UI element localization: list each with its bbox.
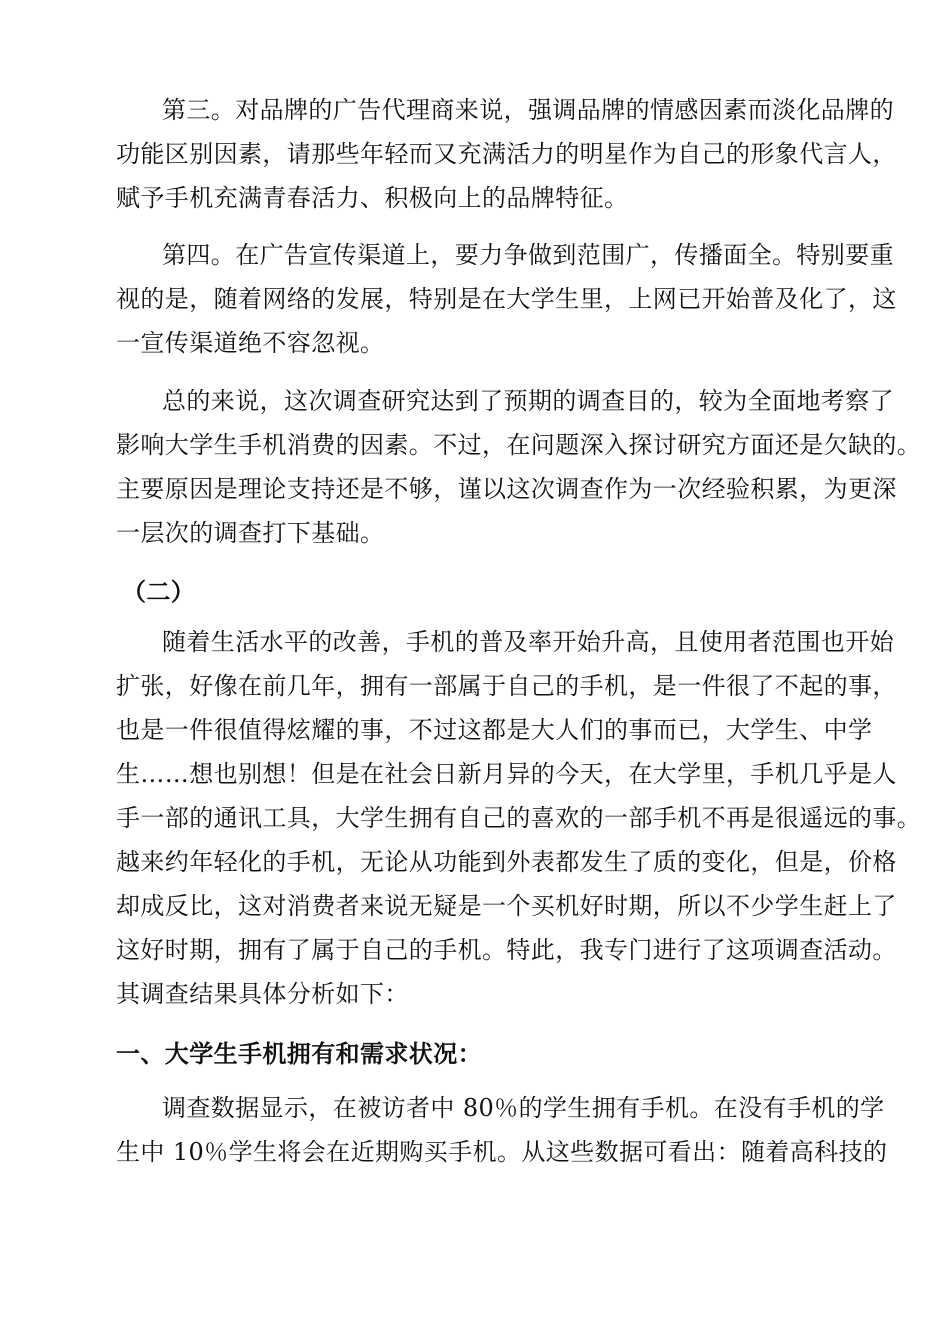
paragraph-intro-line-2: 扩张，好像在前几年，拥有一部属于自己的手机，是一件很了不起的事，: [116, 672, 897, 700]
paragraph-intro-line-5: 手一部的通讯工具，大学生拥有自己的喜欢的一部手机不再是很遥远的事。: [116, 804, 922, 832]
paragraph-intro-line-6: 越来约年轻化的手机，无论从功能到外表都发生了质的变化，但是，价格: [116, 848, 897, 876]
paragraph-intro-line-3: 也是一件很值得炫耀的事，不过这都是大人们的事而已，大学生、中学: [116, 716, 873, 744]
section-two-label: （二）: [122, 577, 196, 606]
paragraph-intro-line-9: 其调查结果具体分析如下：: [116, 980, 409, 1008]
paragraph-data-line-2: 生中 10％学生将会在近期购买手机。从这些数据可看出：随着高科技的: [116, 1138, 888, 1166]
paragraph-intro-line-8: 这好时期，拥有了属于自己的手机。特此，我专门进行了这项调查活动。: [116, 936, 897, 964]
paragraph-intro-line-1: 随着生活水平的改善，手机的普及率开始升高，且使用者范围也开始: [162, 628, 894, 656]
paragraph-summary-line-3: 主要原因是理论支持还是不够，谨以这次调查作为一次经验积累，为更深: [116, 475, 897, 503]
paragraph-intro-line-7: 却成反比，这对消费者来说无疑是一个买机好时期，所以不少学生赶上了: [116, 892, 897, 920]
paragraph-third-line-2: 功能区别因素，请那些年轻而又充满活力的明星作为自己的形象代言人，: [116, 140, 897, 168]
paragraph-fourth-line-2: 视的是，随着网络的发展，特别是在大学生里，上网已开始普及化了，这: [116, 285, 897, 313]
paragraph-third-line-1: 第三。对品牌的广告代理商来说，强调品牌的情感因素而淡化品牌的: [162, 96, 894, 124]
paragraph-data-line-1: 调查数据显示，在被访者中 80％的学生拥有手机。在没有手机的学: [162, 1094, 885, 1122]
paragraph-summary-line-1: 总的来说，这次调查研究达到了预期的调查目的，较为全面地考察了: [162, 387, 894, 415]
paragraph-summary-line-2: 影响大学生手机消费的因素。不过，在问题深入探讨研究方面还是欠缺的。: [116, 431, 922, 459]
paragraph-summary-line-4: 一层次的调查打下基础。: [116, 519, 385, 547]
paragraph-fourth-line-1: 第四。在广告宣传渠道上，要力争做到范围广，传播面全。特别要重: [162, 241, 894, 269]
paragraph-third-line-3: 赋予手机充满青春活力、积极向上的品牌特征。: [116, 184, 629, 212]
section-one-heading: 一、大学生手机拥有和需求状况：: [116, 1039, 482, 1068]
paragraph-intro-line-4: 生……想也别想！但是在社会日新月异的今天，在大学里，手机几乎是人: [116, 760, 897, 788]
paragraph-fourth-line-3: 一宣传渠道绝不容忽视。: [116, 329, 385, 357]
